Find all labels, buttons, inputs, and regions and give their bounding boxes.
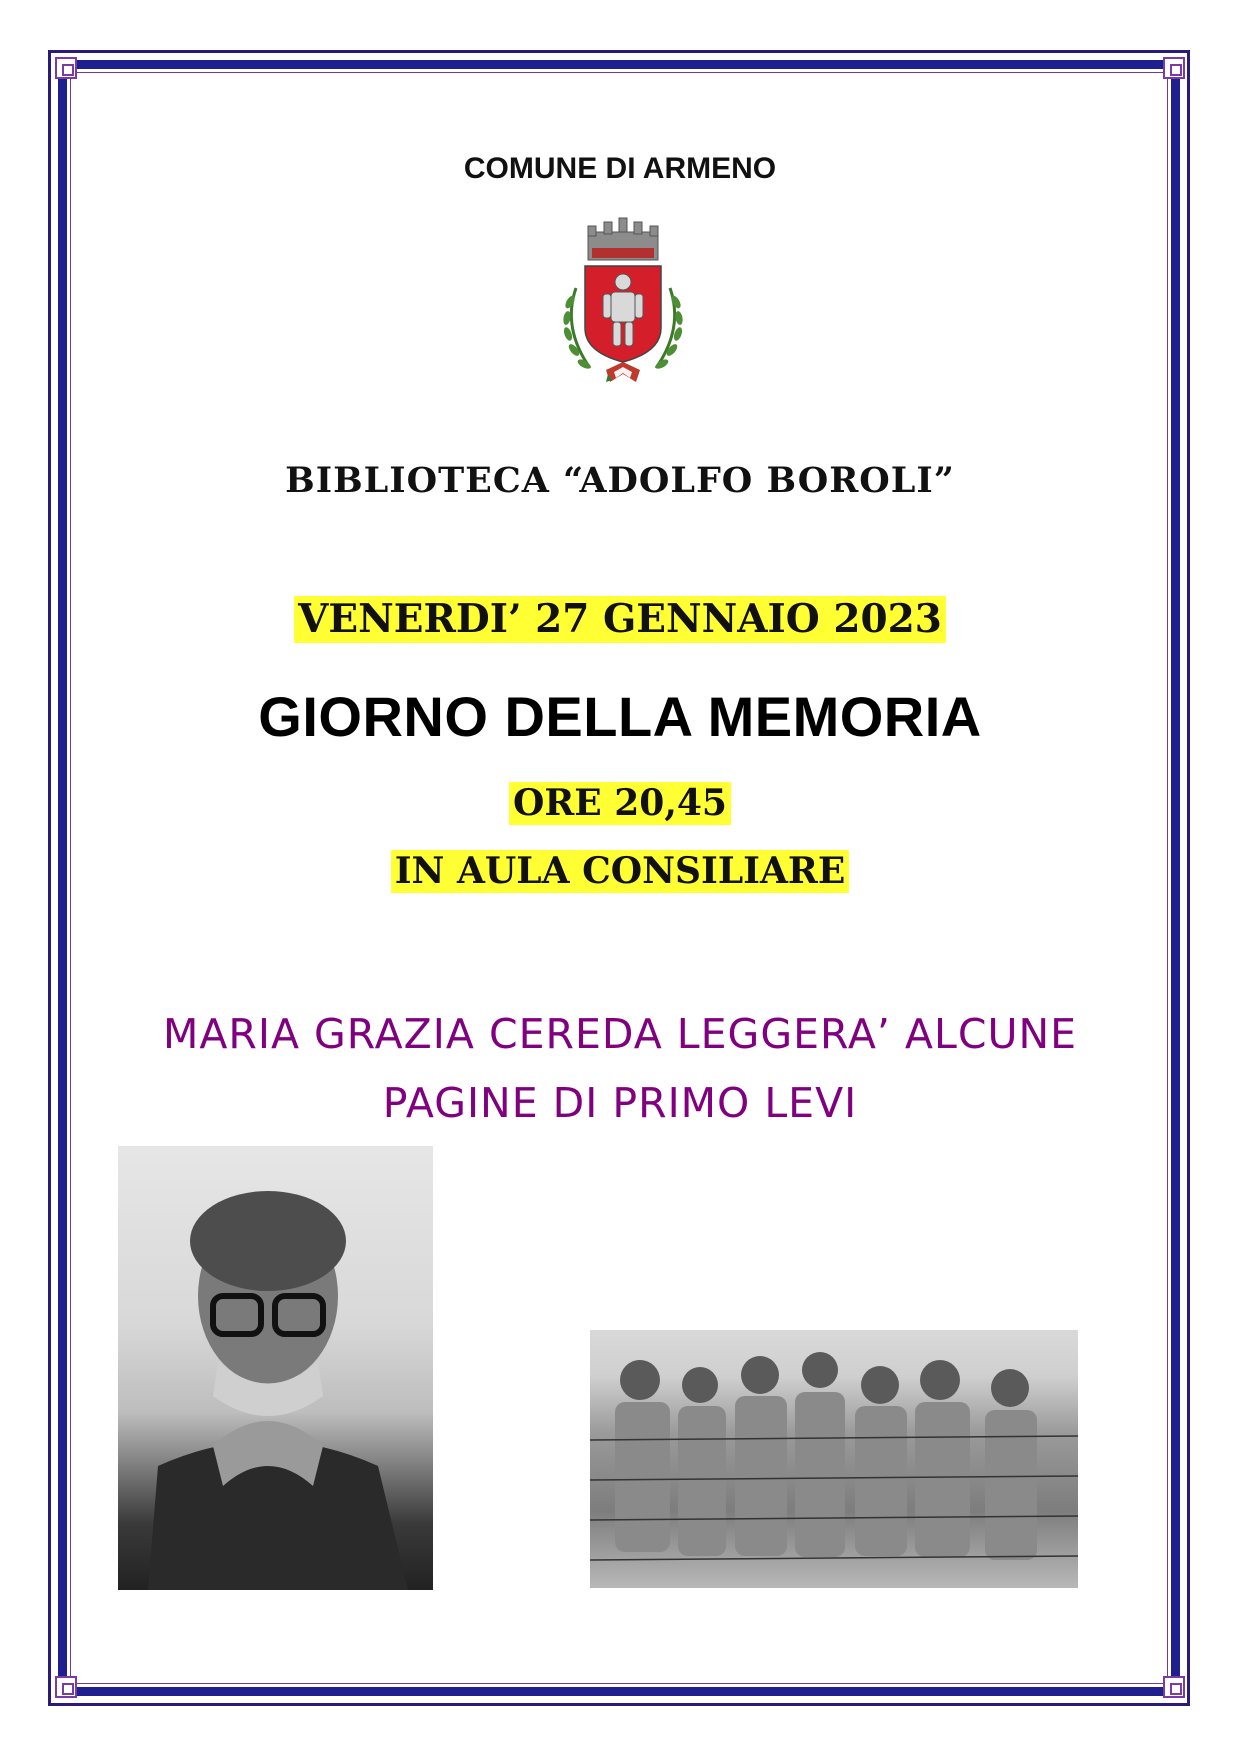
corner-ornament <box>1163 57 1185 79</box>
corner-ornament <box>1163 1676 1185 1698</box>
children-illustration <box>590 1330 1078 1588</box>
municipality-name: COMUNE DI ARMENO <box>463 152 777 185</box>
event-title: GIORNO DELLA MEMORIA <box>258 685 982 748</box>
event-place-text: IN AULA CONSILIARE <box>391 850 850 893</box>
event-date-text: VENERDI’ 27 GENNAIO 2023 <box>294 596 946 643</box>
event-date <box>0 596 1240 643</box>
corner-ornament <box>55 1676 77 1698</box>
reading-line-1: MARIA GRAZIA CEREDA LEGGERA’ ALCUNE <box>162 1010 1078 1058</box>
corner-ornament <box>55 57 77 79</box>
event-time-text: ORE 20,45 <box>509 782 731 825</box>
portrait-illustration <box>118 1146 433 1590</box>
event-time <box>0 782 1240 825</box>
camp-children-photo <box>590 1330 1078 1588</box>
municipal-coat-of-arms-icon <box>548 210 698 390</box>
reading-announcement <box>0 1000 1240 1138</box>
reading-line-2: PAGINE DI PRIMO LEVI <box>382 1079 858 1127</box>
primo-levi-photo <box>118 1146 433 1590</box>
event-place <box>0 850 1240 893</box>
library-name: BIBLIOTECA “ADOLFO BOROLI” <box>285 460 955 501</box>
